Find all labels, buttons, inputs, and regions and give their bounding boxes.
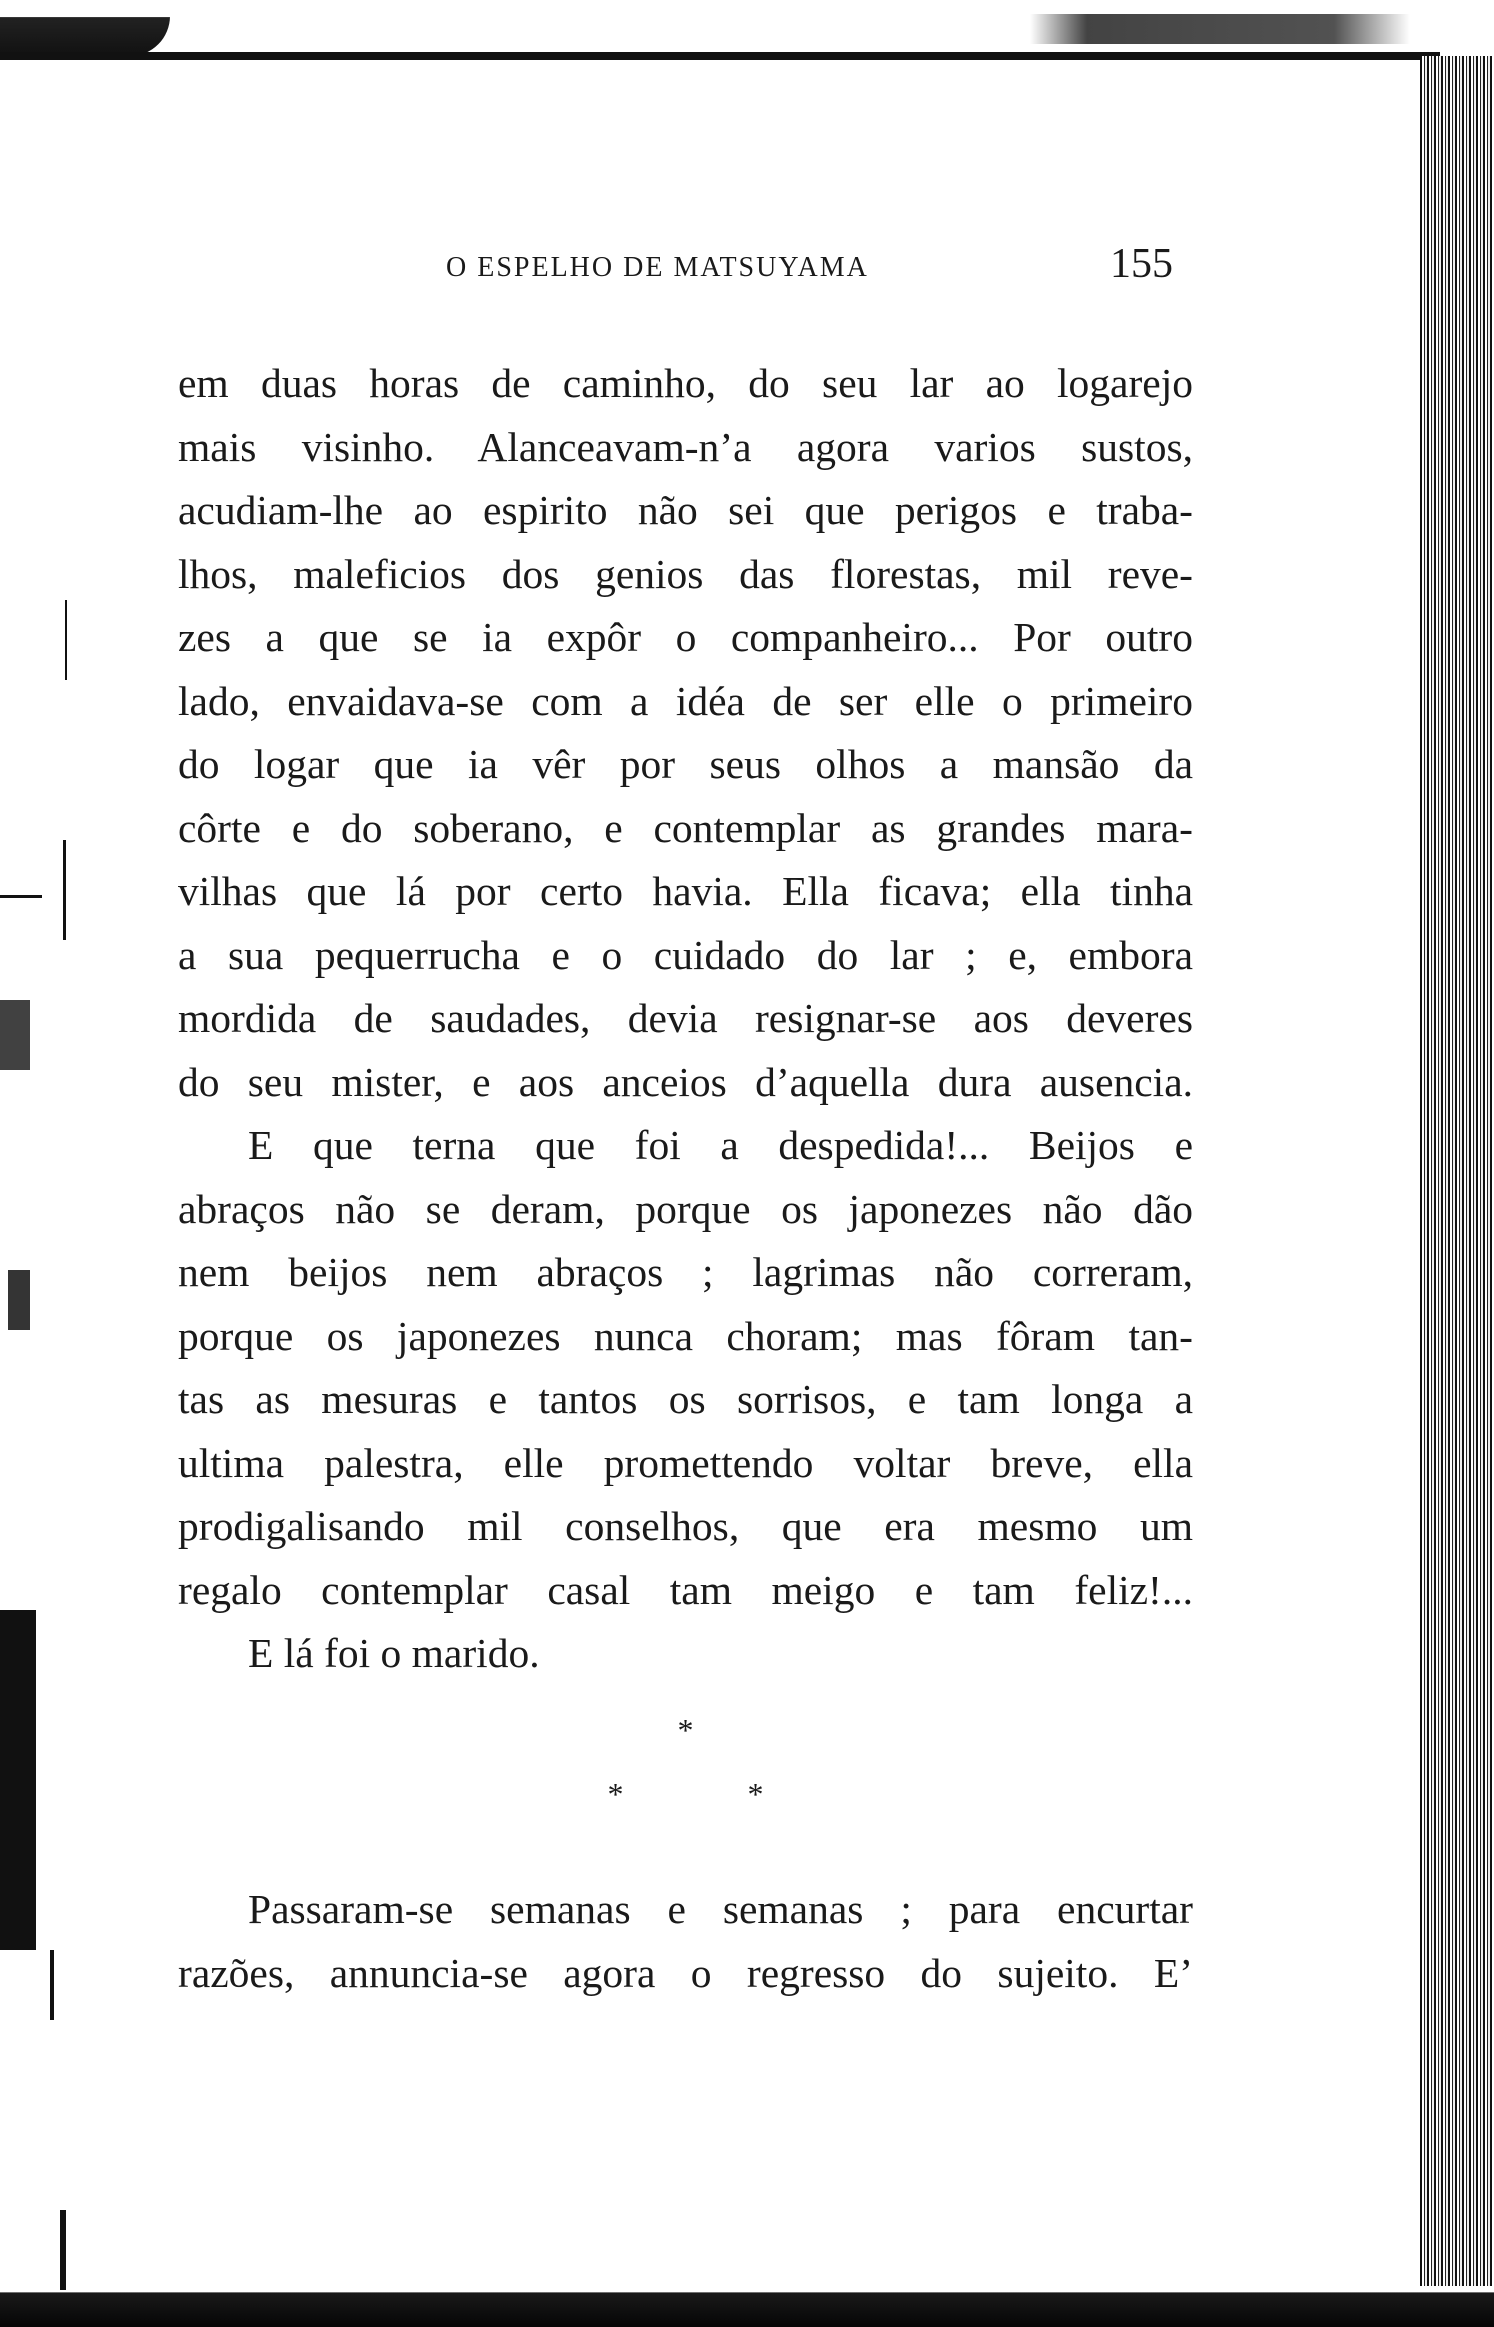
asterisk-icon: * xyxy=(677,1712,694,1748)
scan-mark xyxy=(0,1610,36,1950)
text-line: zes a que se ia expôr o companheiro... Por outro xyxy=(178,614,1193,660)
text-line: regalo contemplar casal tam meigo e tam feliz!... xyxy=(178,1566,1193,1613)
text-line: mais visinho. Alanceavam-n’a agora varios sustos, xyxy=(178,423,1193,470)
scan-mark xyxy=(50,1950,54,2020)
scan-mark xyxy=(8,1270,30,1330)
running-title: O ESPELHO DE MATSUYAMA xyxy=(446,252,869,283)
body-text-continued xyxy=(178,1878,1193,2005)
text-line: côrte e do soberano, e contemplar as grandes mara- xyxy=(178,804,1193,851)
text-line: mordida de saudades, devia resignar-se aos deveres xyxy=(178,995,1193,1041)
text-line: razões, annuncia-se agora o regresso do sujeito. E’ xyxy=(178,1949,1193,1996)
text-line: Passaram-se semanas e semanas ; para encurtar xyxy=(248,1886,1193,1932)
scan-edge-right xyxy=(1420,56,1494,2327)
text-line: abraços não se deram, porque os japonezes não dão xyxy=(178,1185,1193,1232)
section-break-top xyxy=(178,1712,1193,1749)
body-text xyxy=(178,352,1193,1686)
scan-mark xyxy=(63,840,66,940)
page-number: 155 xyxy=(1110,241,1173,287)
asterisk-icon: * xyxy=(747,1776,764,1812)
scan-edge-top xyxy=(0,52,1440,60)
scan-edge-top-left xyxy=(0,0,170,56)
text-line: vilhas que lá por certo havia. Ella ficava; ella tinha xyxy=(178,868,1193,914)
text-line: tas as mesuras e tantos os sorrisos, e tam longa a xyxy=(178,1376,1193,1422)
text-line: nem beijos nem abraços ; lagrimas não correram, xyxy=(178,1249,1193,1295)
text-line: E lá foi o marido. xyxy=(248,1630,540,1676)
scan-edge-bottom xyxy=(0,2286,1494,2327)
text-line: ultima palestra, elle promettendo voltar breve, ella xyxy=(178,1439,1193,1486)
scan-smudge-top xyxy=(1030,14,1410,44)
asterisk-icon: * xyxy=(607,1776,624,1812)
scan-mark xyxy=(60,2210,66,2290)
section-break-bottom xyxy=(178,1776,1193,1813)
page-header xyxy=(178,240,1193,300)
scan-mark xyxy=(65,600,67,680)
text-line: do seu mister, e aos anceios d’aquella dura ausencia. xyxy=(178,1058,1193,1105)
scan-mark xyxy=(0,895,42,898)
scan-mark xyxy=(0,1000,30,1070)
text-line: a sua pequerrucha e o cuidado do lar ; e, embora xyxy=(178,931,1193,978)
text-line: lhos, maleficios dos genios das florestas, mil reve- xyxy=(178,550,1193,597)
text-line: do logar que ia vêr por seus olhos a mansão da xyxy=(178,741,1193,787)
text-line: prodigalisando mil conselhos, que era mesmo um xyxy=(178,1503,1193,1549)
text-line: porque os japonezes nunca choram; mas fôram tan- xyxy=(178,1312,1193,1359)
text-line: lado, envaidava-se com a idéa de ser elle o primeiro xyxy=(178,677,1193,724)
book-page xyxy=(178,240,1193,1996)
text-line: em duas horas de caminho, do seu lar ao logarejo xyxy=(178,360,1193,406)
text-line: E que terna que foi a despedida!... Beijos e xyxy=(248,1122,1193,1168)
text-line: acudiam-lhe ao espirito não sei que perigos e traba- xyxy=(178,487,1193,533)
